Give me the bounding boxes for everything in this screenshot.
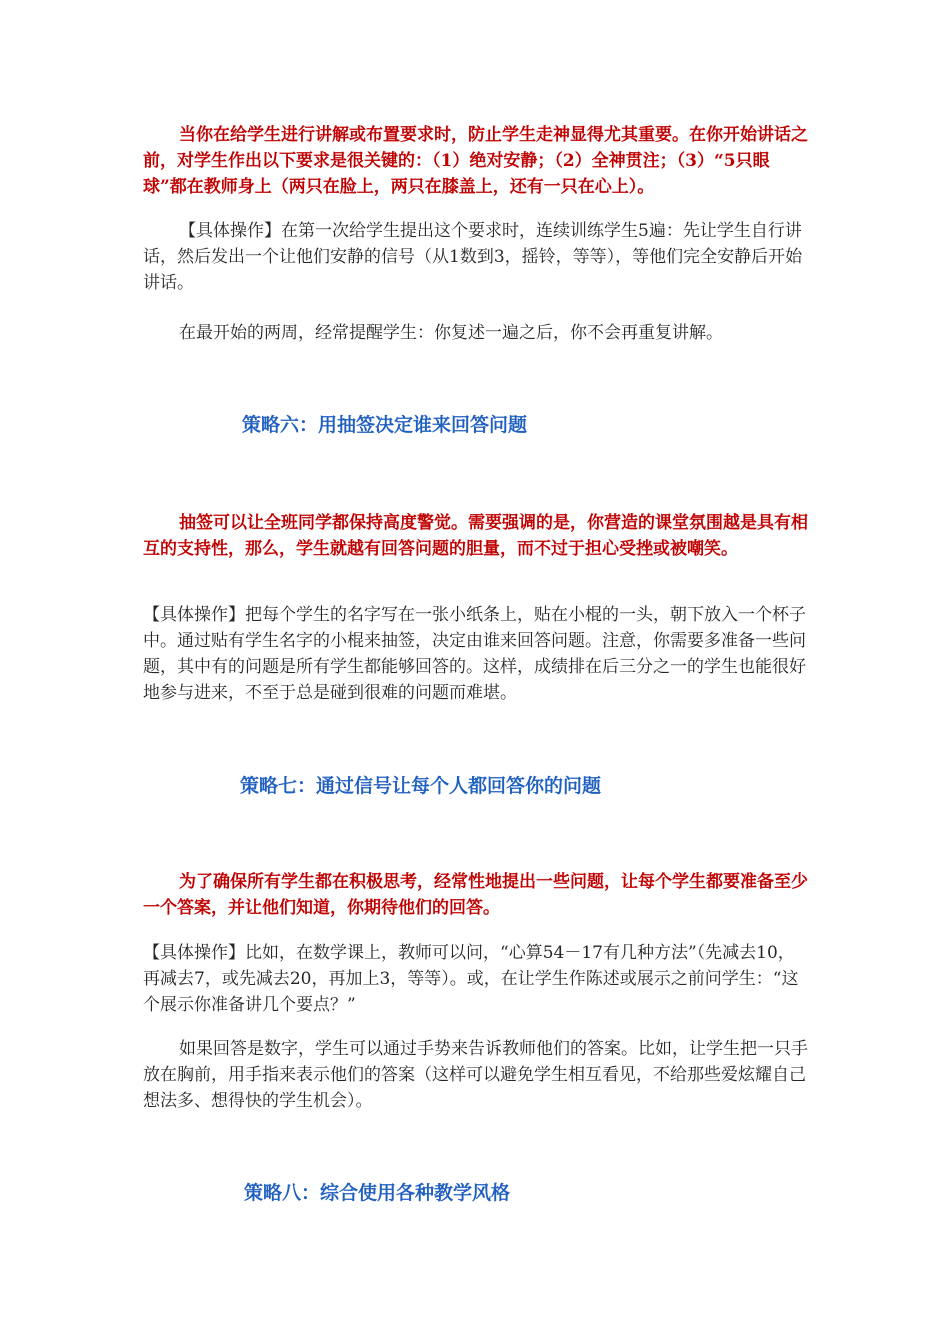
paragraph-reminder: 在最开始的两周，经常提醒学生：你复述一遍之后，你不会再重复讲解。: [179, 323, 723, 343]
paragraph-signal-bold: 为了确保所有学生都在积极思考，经常性地提出一些问题，让每个学生都要准备至少一个答案，并让他们知道，你期待他们的回答。: [143, 872, 808, 918]
paragraph-gesture: 如果回答是数字，学生可以通过手势来告诉教师他们的答案。比如，让学生把一只手放在胸前，用手指来表示他们的答案（这样可以避免学生相互看见，不给那些爱炫耀自己想法多、想得快的学生机会）。: [143, 1039, 808, 1111]
heading-strategy-8: 策略八：综合使用各种教学风格: [244, 1182, 511, 1204]
heading-strategy-7: 策略七：通过信号让每个人都回答你的问题: [240, 775, 602, 797]
paragraph-operation-1: 【具体操作】在第一次给学生提出这个要求时，连续训练学生5遍：先让学生自行讲话，然后发出一个让他们安静的信号（从1数到3，摇铃，等等），等他们完全安静后开始讲话。: [143, 221, 803, 293]
heading-strategy-6: 策略六：用抽签决定谁来回答问题: [242, 414, 528, 436]
paragraph-operation-3: 【具体操作】比如，在数学课上，教师可以问，“心算54－17有几种方法”（先减去10，再减去7，或先减去20，再加上3，等等）。或，在让学生作陈述或展示之前问学生：“这个展示你准备讲几个要点？”: [143, 943, 799, 1015]
paragraph-operation-2: 【具体操作】把每个学生的名字写在一张小纸条上，贴在小棍的一头，朝下放入一个杯子中。通过贴有学生名字的小棍来抽签，决定由谁来回答问题。注意，你需要多准备一些问题，其中有的问题是所有学生都能够回答的。这样，成绩排在后三分之一的学生也能很好地参与进来，不至于总是碰到很难的问题而难堪。: [143, 605, 806, 703]
paragraph-requirements-bold: 当你在给学生进行讲解或布置要求时，防止学生走神显得尤其重要。在你开始讲话之前，对学生作出以下要求是很关键的：（1）绝对安静；（2）全神贯注；（3）“5只眼球”都在教师身上（两只在脸上，两只在膝盖上，还有一只在心上）。: [143, 125, 808, 197]
paragraph-lottery-bold: 抽签可以让全班同学都保持高度警觉。需要强调的是，你营造的课堂氛围越是具有相互的支持性，那么，学生就越有回答问题的胆量，而不过于担心受挫或被嘲笑。: [143, 513, 808, 559]
